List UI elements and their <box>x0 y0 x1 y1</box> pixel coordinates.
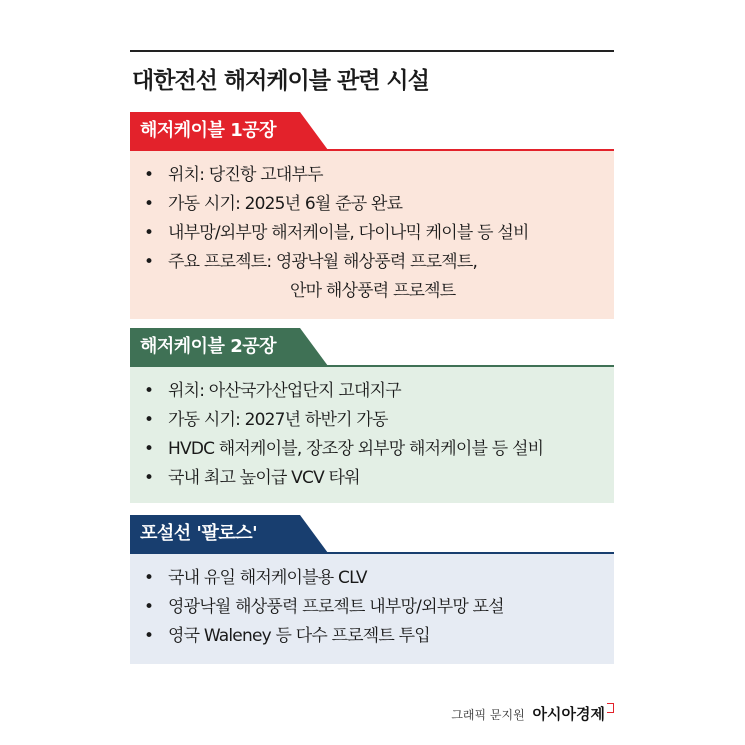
list-item: • 가동 시기: 2027년 하반기 가동 <box>144 410 388 430</box>
page-title: 대한전선 해저케이블 관련 시설 <box>132 68 429 94</box>
list-item: • HVDC 해저케이블, 장조장 외부망 해저케이블 등 설비 <box>144 439 544 459</box>
section-header-factory-1: 해저케이블 1공장 <box>130 112 300 150</box>
list-item: • 위치: 아산국가산업단지 고대지구 <box>144 381 401 401</box>
list-item: • 영광낙월 해상풍력 프로젝트 내부망/외부망 포설 <box>144 597 504 617</box>
credit <box>451 703 614 724</box>
list-item-continuation: 안마 해상풍력 프로젝트 <box>290 281 456 301</box>
section-body-factory-2 <box>130 367 614 503</box>
brand-mark-icon <box>607 703 614 713</box>
list-item: • 가동 시기: 2025년 6월 준공 완료 <box>144 194 403 214</box>
section-header-factory-2: 해저케이블 2공장 <box>130 328 300 366</box>
list-item: • 국내 유일 해저케이블용 CLV <box>144 568 367 588</box>
credit-text: 그래픽 문지원 <box>451 708 525 722</box>
list-item: • 국내 최고 높이급 VCV 타워 <box>144 468 360 488</box>
section-header-cable-ship: 포설선 '팔로스' <box>130 515 300 553</box>
brand-logo: 아시아경제 <box>532 705 605 723</box>
section-body-factory-1 <box>130 151 614 319</box>
list-item: • 주요 프로젝트: 영광낙월 해상풍력 프로젝트, 안마 해상풍력 프로젝트 <box>130 248 614 306</box>
list-item: • 위치: 당진항 고대부두 <box>144 165 323 185</box>
section-body-cable-ship <box>130 554 614 664</box>
top-rule <box>130 50 614 52</box>
list-item: • 영국 Waleney 등 다수 프로젝트 투입 <box>144 626 430 646</box>
list-item: • 내부망/외부망 해저케이블, 다이나믹 케이블 등 설비 <box>144 223 529 243</box>
